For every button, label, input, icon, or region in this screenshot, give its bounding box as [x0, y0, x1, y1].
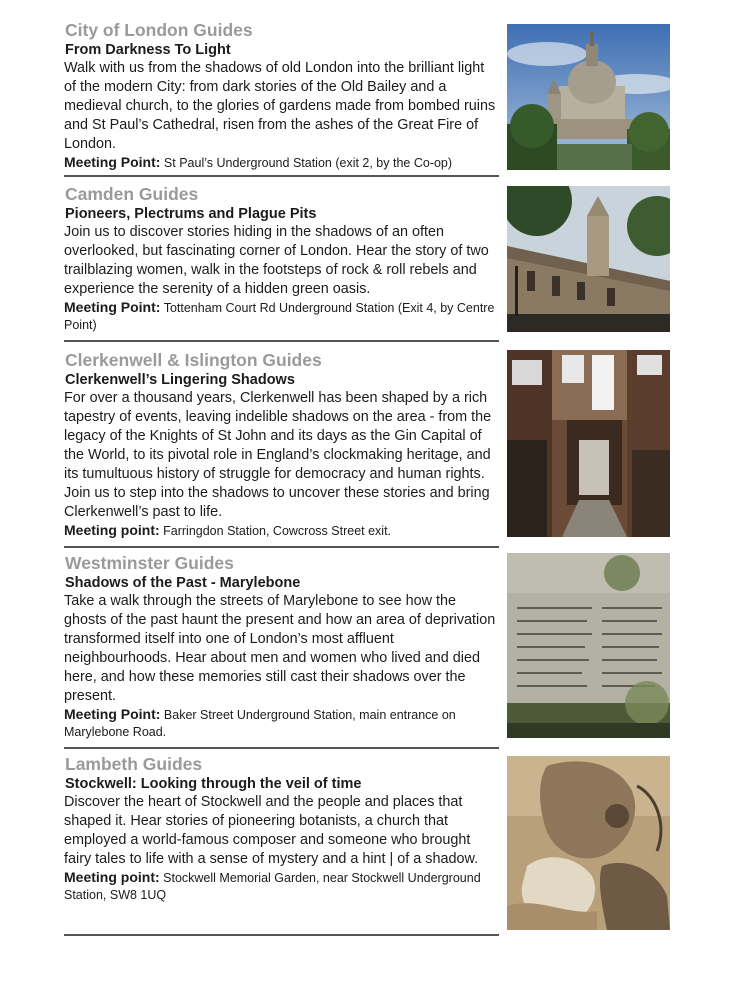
meeting-point-text: Tottenham Court Rd Underground Station (Exit 4, by Centre Point)	[64, 301, 495, 332]
memorial-stone-photo	[507, 553, 670, 738]
meeting-point	[64, 299, 500, 334]
meeting-point	[64, 869, 500, 904]
section-divider	[64, 546, 499, 548]
walk-description: Walk with us from the shadows of old London into the brilliant light of the modern City: from dark stories of the Old Bailey and a medieval church, to the glories of gardens made from bombed ruins and St Paul’s Cathedral, risen from the ashes of the Great Fire of London.	[64, 60, 496, 152]
meeting-point-text: Farringdon Station, Cowcross Street exit.	[163, 524, 392, 538]
walk-title: Clerkenwell’s Lingering Shadows	[65, 372, 295, 388]
entry-text	[64, 184, 500, 334]
clerkenwell-alley-photo	[507, 350, 670, 537]
entry-text	[64, 350, 500, 540]
section-divider	[64, 340, 499, 342]
section-divider	[64, 934, 499, 936]
meeting-point-text: St Paul’s Underground Station (exit 2, by the Co-op)	[163, 156, 453, 170]
meeting-point-label: Meeting Point:	[64, 706, 161, 722]
guide-name: Lambeth Guides	[65, 754, 203, 774]
walk-description: Discover the heart of Stockwell and the people and places that shaped it. Hear stories of pioneering botanists, a church that employed a world-famous composer and someone who brought fairy tales to life with a sense of mystery and a hint | of a shadow.	[64, 794, 479, 867]
walk-title: From Darkness To Light	[65, 42, 231, 58]
guide-name: Westminster Guides	[65, 553, 234, 573]
meeting-point-text: Stockwell Memorial Garden, near Stockwell Underground Station, SW8 1UQ	[64, 871, 481, 902]
guide-name: Camden Guides	[65, 184, 199, 204]
guide-name: Clerkenwell & Islington Guides	[65, 350, 322, 370]
st-pauls-cathedral-photo	[507, 24, 670, 170]
entry-text	[64, 553, 500, 741]
guide-name: City of London Guides	[65, 20, 253, 40]
section-divider	[64, 175, 499, 177]
fairy-tale-illustration	[507, 756, 670, 930]
walk-title: Pioneers, Plectrums and Plague Pits	[65, 206, 317, 222]
meeting-point-text: Baker Street Underground Station, main entrance on Marylebone Road.	[64, 708, 456, 739]
entry-text	[64, 754, 500, 904]
section-divider	[64, 747, 499, 749]
camden-church-photo	[507, 186, 670, 332]
walk-title: Shadows of the Past - Marylebone	[65, 575, 301, 591]
meeting-point-label: Meeting point:	[64, 869, 160, 885]
meeting-point	[64, 522, 500, 540]
walk-description: For over a thousand years, Clerkenwell has been shaped by a rich tapestry of events, leaving indelible shadows on the area - from the legacy of the Knights of St John and its days as the Gin Capital of the World, to its pivotal role in England’s clockmaking heritage, and its tumultuous history of struggle for democracy and human rights. Join us to step into the shadows to uncover these stories and bring Clerkenwell’s past to life.	[64, 390, 492, 520]
meeting-point	[64, 154, 500, 172]
walk-description: Join us to discover stories hiding in the shadows of an often overlooked, but fascinating corner of London. Hear the story of two trailblazing women, walk in the footsteps of rock & roll rebels and experience the serenity of a hidden green oasis.	[64, 224, 489, 297]
meeting-point	[64, 706, 500, 741]
meeting-point-label: Meeting Point:	[64, 154, 161, 170]
meeting-point-label: Meeting point:	[64, 522, 160, 538]
meeting-point-label: Meeting Point:	[64, 299, 161, 315]
walk-description: Take a walk through the streets of Marylebone to see how the ghosts of the past haunt the present and how an area of deprivation transformed itself into one of London’s most affluent neighbourhoods. Hear about men and women who lived and died here, and how these memories still cast their shadows over the present.	[64, 593, 496, 704]
walk-title: Stockwell: Looking through the veil of time	[65, 776, 362, 792]
entry-text	[64, 20, 500, 172]
